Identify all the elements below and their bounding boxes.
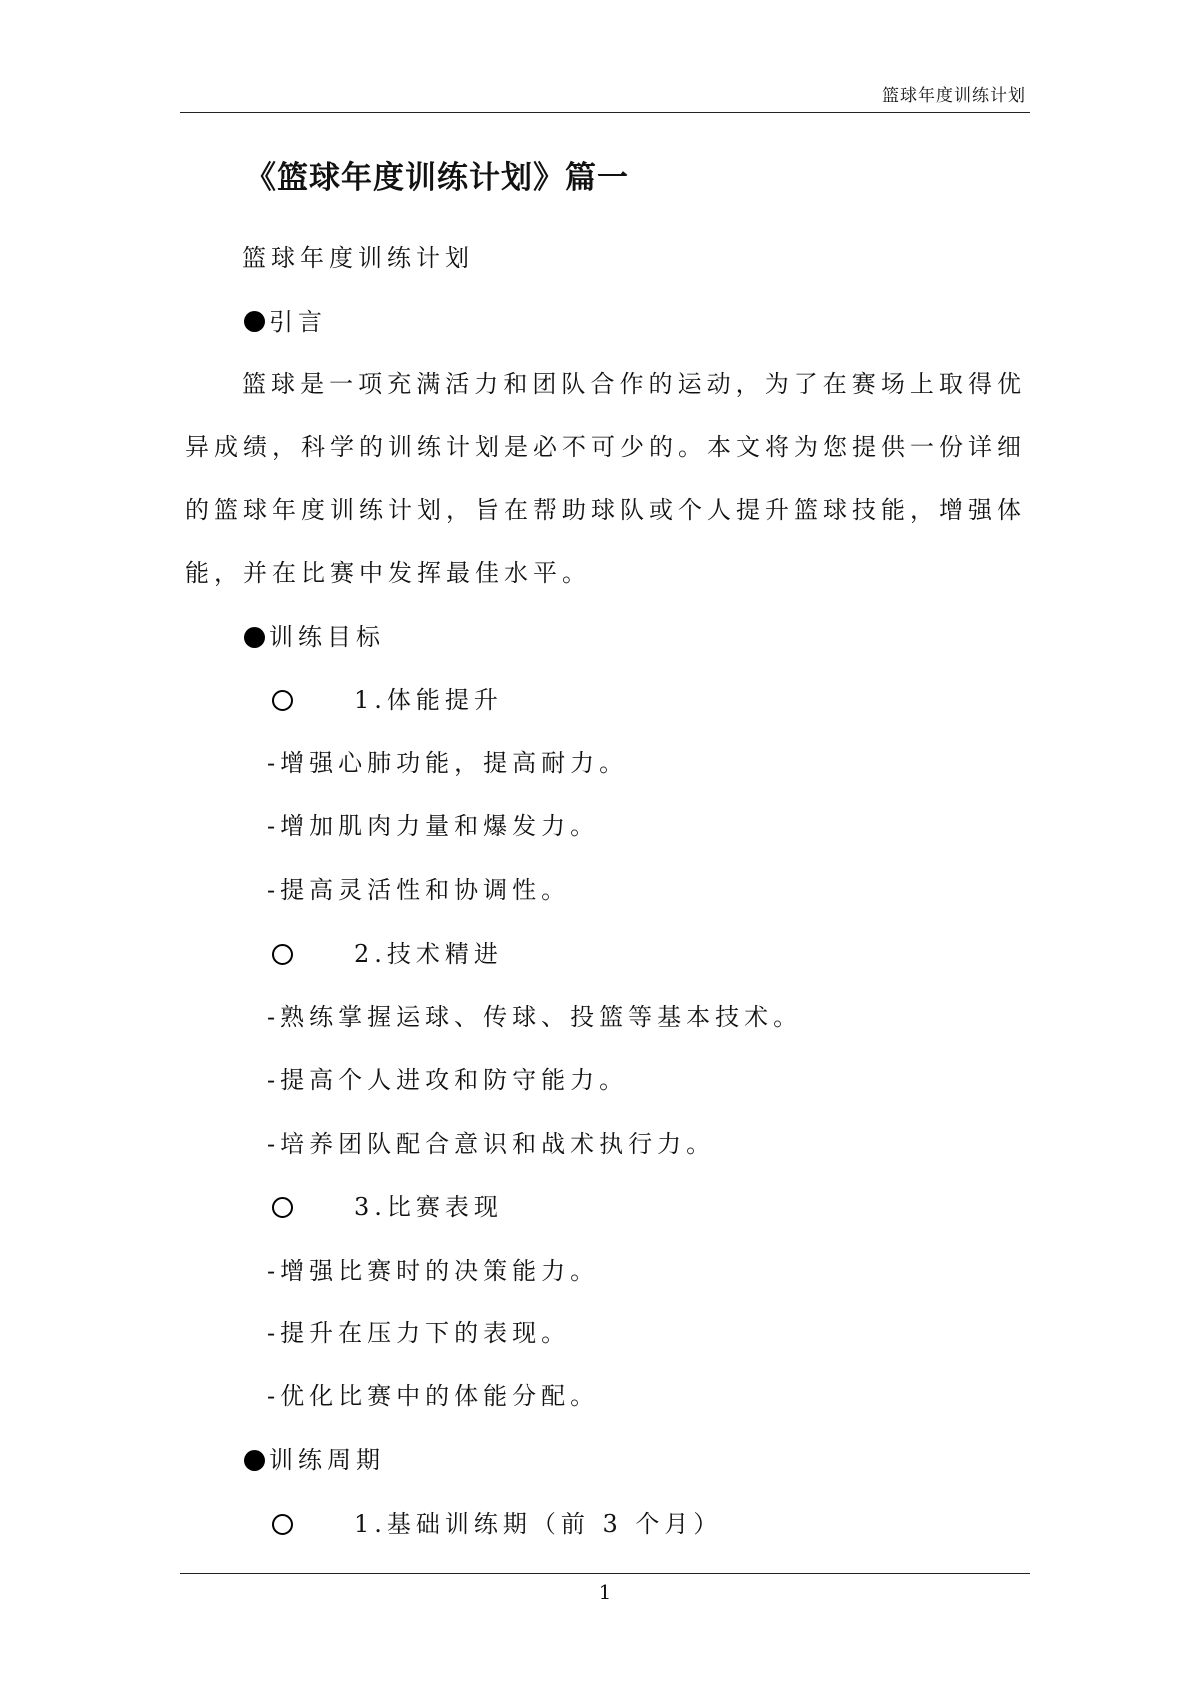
goal-point: -增强心肺功能，提高耐力。 — [267, 749, 629, 777]
section-heading-period: 训练周期 — [269, 1446, 385, 1474]
document-subtitle: 篮球年度训练计划 — [242, 244, 474, 272]
goal-point: -增加肌肉力量和爆发力。 — [267, 812, 600, 840]
circle-bullet-icon — [272, 1197, 293, 1218]
goal-point: -提升在压力下的表现。 — [267, 1319, 571, 1347]
goal-label: 1.体能提升 — [354, 686, 503, 714]
goal-point: -提高个人进攻和防守能力。 — [267, 1066, 629, 1094]
circle-bullet-icon — [272, 690, 293, 711]
section-heading-goals: 训练目标 — [269, 623, 385, 651]
goal-label: 2.技术精进 — [354, 940, 503, 968]
circle-bullet-icon — [272, 1514, 293, 1535]
bullet-icon — [244, 627, 265, 648]
paragraph-line: 篮球是一项充满活力和团队合作的运动，为了在赛场上取得优 — [242, 370, 1026, 398]
page-number: 1 — [598, 1580, 612, 1604]
goal-point: -熟练掌握运球、传球、投篮等基本技术。 — [267, 1003, 803, 1031]
header-rule — [180, 112, 1030, 113]
paragraph-line: 能，并在比赛中发挥最佳水平。 — [185, 559, 591, 587]
paragraph-line: 异成绩，科学的训练计划是必不可少的。本文将为您提供一份详细 — [185, 433, 1026, 461]
section-heading-intro: 引言 — [269, 308, 327, 336]
bullet-icon — [244, 1450, 265, 1471]
goal-point: -增强比赛时的决策能力。 — [267, 1257, 600, 1285]
document-title: 《篮球年度训练计划》篇一 — [245, 160, 629, 196]
goal-point: -优化比赛中的体能分配。 — [267, 1382, 600, 1410]
paragraph-line: 的篮球年度训练计划，旨在帮助球队或个人提升篮球技能，增强体 — [185, 496, 1026, 524]
footer-rule — [180, 1573, 1030, 1574]
bullet-icon — [244, 311, 265, 332]
goal-point: -培养团队配合意识和战术执行力。 — [267, 1130, 716, 1158]
goal-label: 3.比赛表现 — [354, 1193, 503, 1221]
running-header-title: 篮球年度训练计划 — [882, 86, 1026, 106]
goal-point: -提高灵活性和协调性。 — [267, 876, 571, 904]
circle-bullet-icon — [272, 944, 293, 965]
period-label: 1.基础训练期（前 3 个月） — [354, 1510, 723, 1538]
